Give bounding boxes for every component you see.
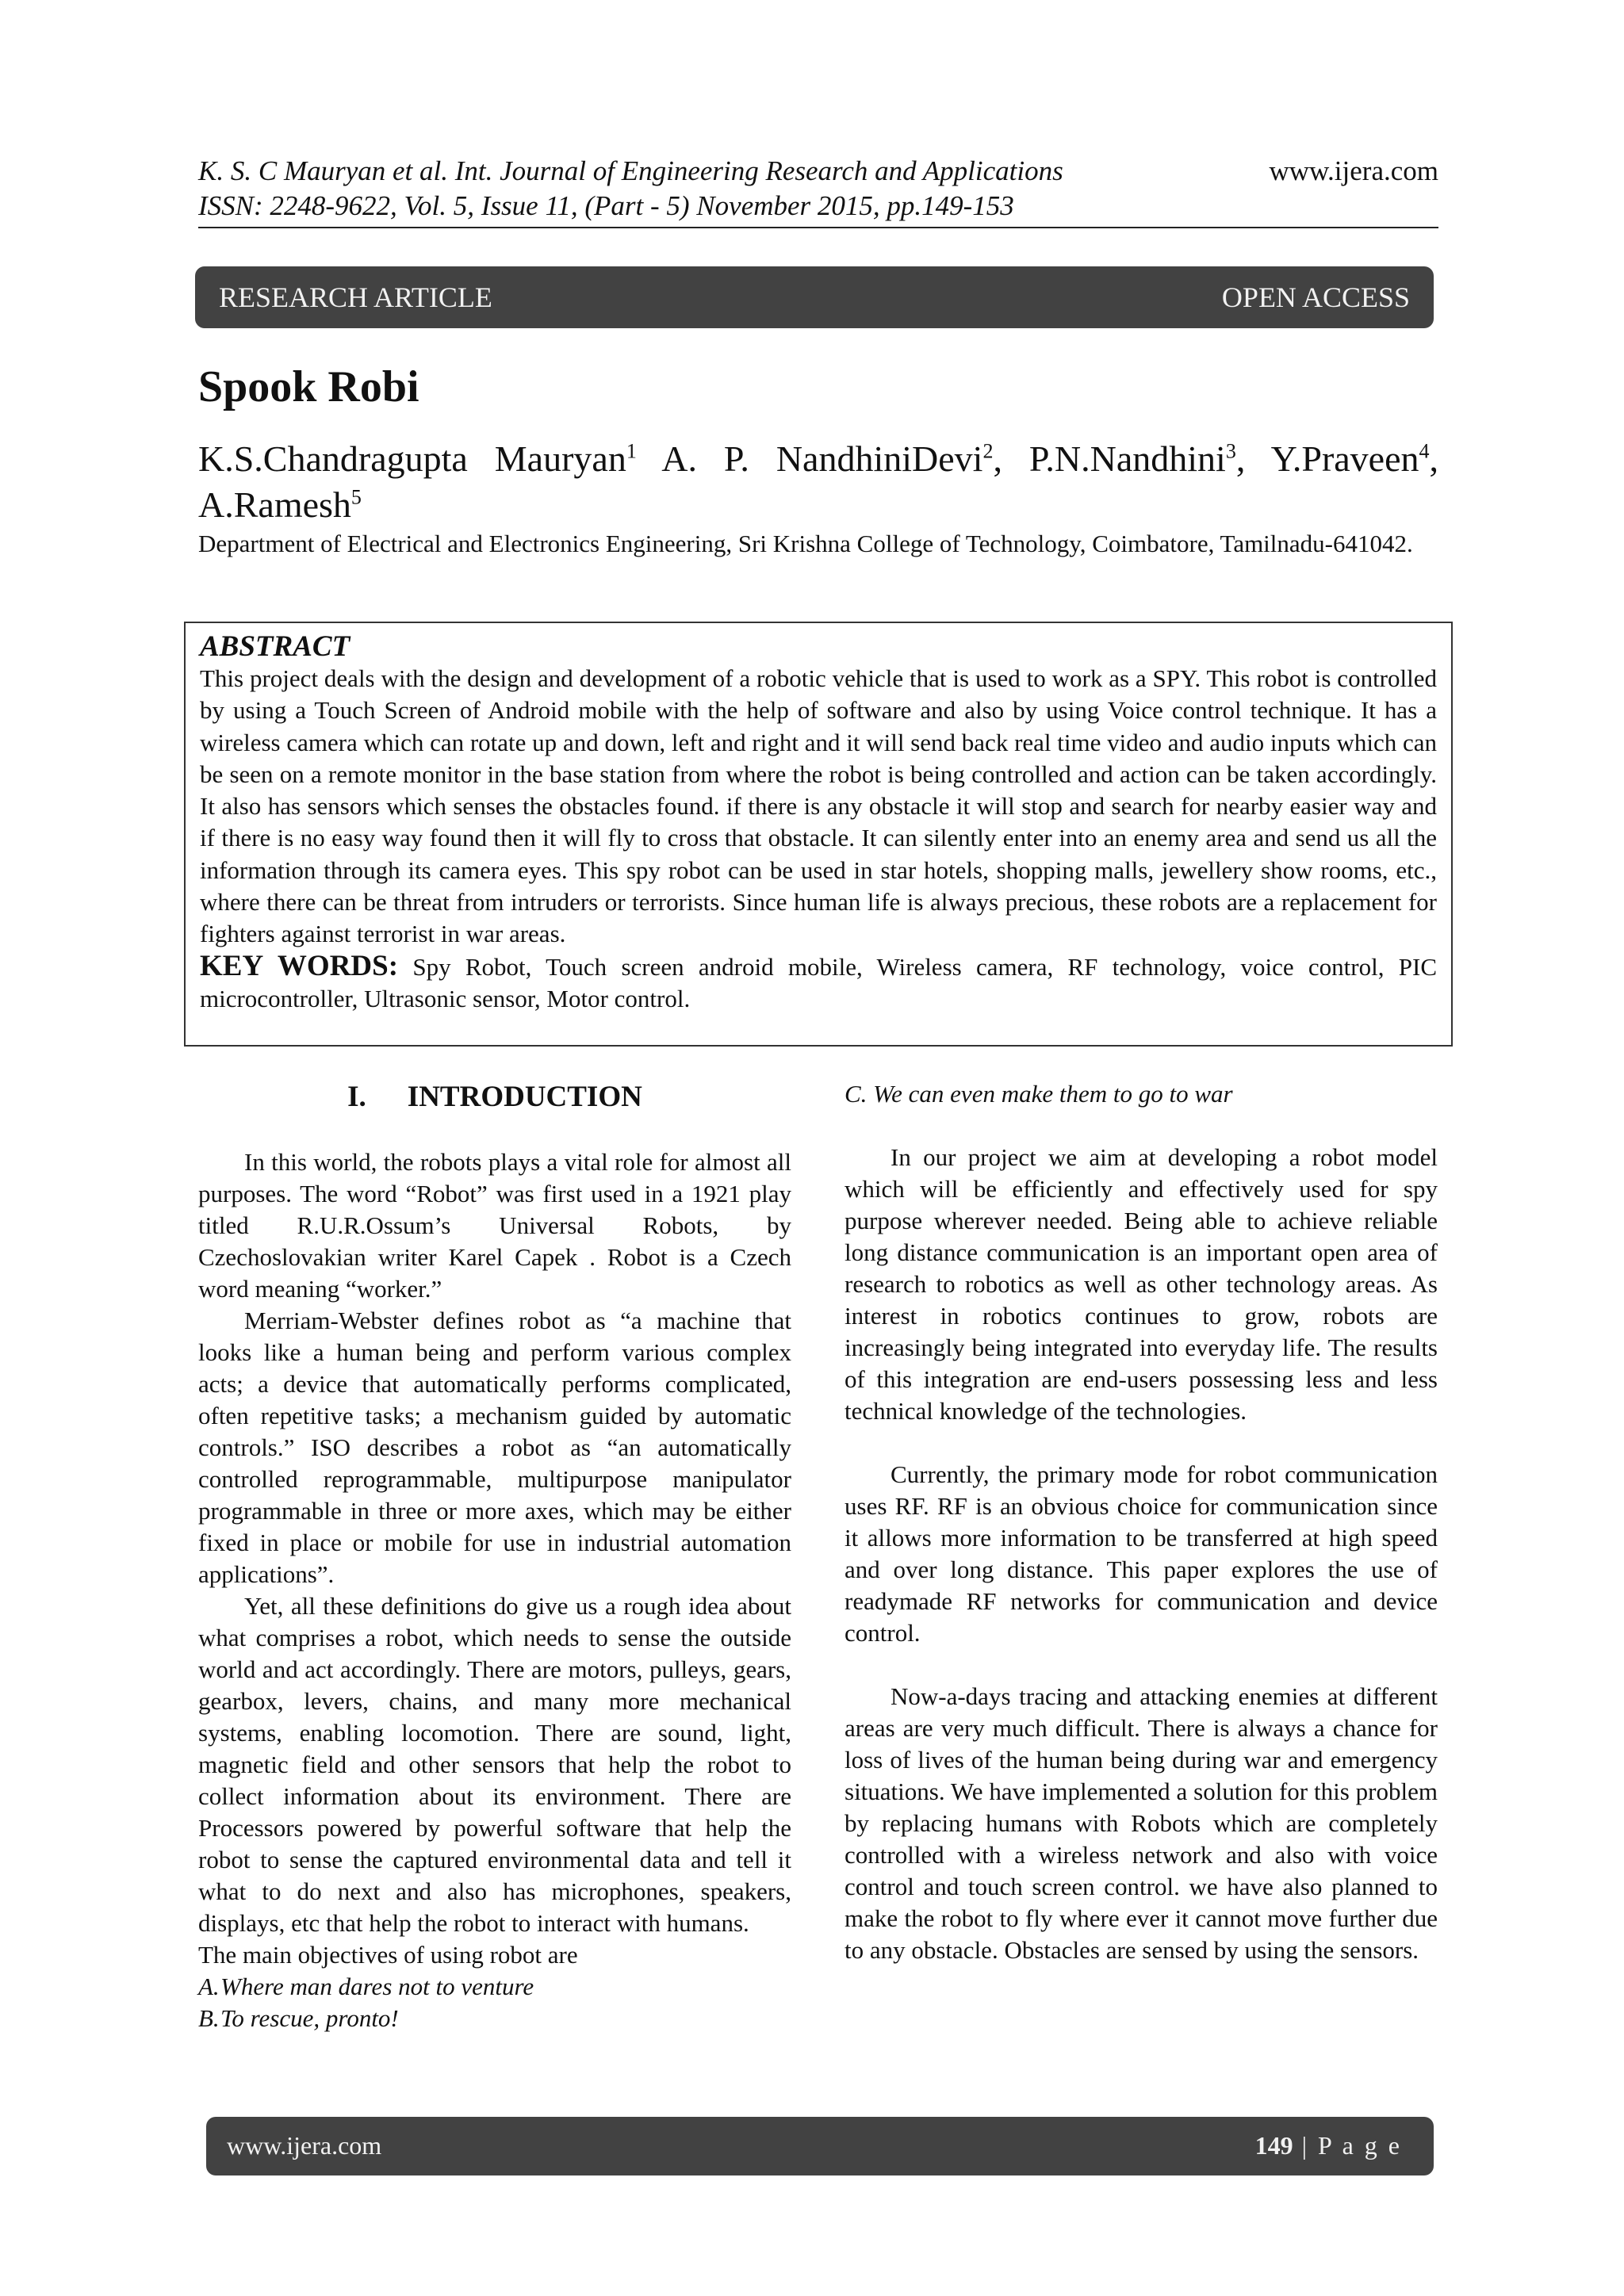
- abstract-text: This project deals with the design and development of a robotic vehicle that is used to work as a SPY. This robot is controlled by using a Touch Screen of Android mobile with the help of software and also by using Voice control technique. It has a wireless camera which can rotate up and down, left and right and it will send back real time video and audio inputs which can be seen on a remote monitor in the base station from where the robot is being controlled and action can be taken accordingly. It also has sensors which senses the obstacles found. if there is any obstacle it will stop and search for nearby easier way and if there is no easy way found then it will fly to cross that obstacle. It can silently enter into an enemy area and send us all the information through its camera eyes. This spy robot can be used in star hotels, shopping malls, jewellery show rooms, etc., where there can be threat from intruders or terrorists. Since human life is always precious, these robots are a replacement for fighters against terrorist in war areas.: [200, 664, 1437, 948]
- objective-marker: A.: [198, 1973, 220, 2000]
- affiliation: Department of Electrical and Electronics Engineering, Sri Krishna College of Technology, Coimbatore, Tamilnadu-641042.: [198, 530, 1413, 557]
- author-name: Y.Praveen: [1270, 438, 1419, 479]
- author-affiliation-mark: 1: [626, 439, 637, 463]
- author-name: K.S.Chandragupta Mauryan: [198, 438, 626, 479]
- page-indicator: [1255, 2131, 1402, 2160]
- journal-line: K. S. C Mauryan et al. Int. Journal of Engineering Research and Applications: [198, 155, 1063, 186]
- right-column: [845, 1078, 1438, 1966]
- author-name: A.Ramesh: [198, 484, 351, 525]
- objective-item-c: C. We can even make them to go to war: [845, 1080, 1233, 1108]
- author-affiliation-mark: 2: [982, 439, 994, 463]
- footer-site-link[interactable]: www.ijera.com: [227, 2131, 382, 2160]
- author-affiliation-mark: 3: [1225, 439, 1236, 463]
- research-article-label: RESEARCH ARTICLE: [219, 281, 492, 313]
- intro-paragraph: Merriam-Webster defines robot as “a machine that looks like a human being and perform various complex acts; a device that automatically performs complicated, often repetitive tasks; a mechanism guided by automatic controls.” ISO describes a robot as “an automatically controlled reprogrammable, multipurpose manipulator programmable in three or more axes, which may be either fixed in place or mobile for use in industrial automation applications”.: [198, 1307, 791, 1588]
- abstract-heading: ABSTRACT: [200, 630, 350, 663]
- keywords-text: Spy Robot, Touch screen android mobile, Wireless camera, RF technology, voice control, PIC microcontroller, Ultrasonic sensor, Motor control.: [200, 952, 1437, 1012]
- keywords: [200, 951, 1437, 1015]
- issn-line: ISSN: 2248-9622, Vol. 5, Issue 11, (Part - 5) November 2015, pp.149-153: [198, 190, 1014, 221]
- abstract-box: [184, 622, 1453, 1047]
- author-list: K.S.Chandragupta Mauryan$^1$ A. P. NandhiniDevi$^2$, P.N.Nandhini$^3$, Y.Praveen$^4$, A.Ramesh$^5$: [198, 438, 1439, 525]
- objective-marker: B.: [198, 2004, 220, 2032]
- page-number: 149: [1254, 2131, 1293, 2160]
- author-affiliation-mark: 5: [350, 485, 362, 509]
- section-heading-introduction: [198, 1078, 791, 1116]
- body-paragraph: In our project we aim at developing a robot model which will be efficiently and effectively used for spy purpose wherever needed. Being able to achieve reliable long distance communication is an important open area of research to robotics as well as other technology areas. As interest in robotics continues to grow, robots are increasingly being integrated into everyday life. The results of this integration are end-users possessing less and less technical knowledge of the technologies.: [845, 1143, 1438, 1425]
- objective-text: Where man dares not to venture: [220, 1973, 534, 2000]
- keywords-label: KEY WORDS:: [200, 949, 399, 982]
- body-paragraph: Currently, the primary mode for robot communication uses RF. RF is an obvious choice for communication since it allows more information to be transferred at high speed and over long distance. This paper explores the use of readymade RF networks for communication and device control.: [845, 1460, 1438, 1647]
- intro-paragraph: In this world, the robots plays a vital role for almost all purposes. The word “Robot” was first used in a 1921 play titled R.U.R.Ossum’s Universal Robots, by Czechoslovakian writer Karel Capek . Robot is a Czech word meaning “worker.”: [198, 1148, 791, 1303]
- objectives-lead: The main objectives of using robot are: [198, 1941, 578, 1969]
- objective-item: [198, 2003, 791, 2034]
- author-name: A. P. NandhiniDevi: [661, 438, 983, 479]
- page-label: | P a g e: [1293, 2131, 1402, 2160]
- author-affiliation-mark: 4: [1419, 439, 1430, 463]
- page-footer: [206, 2117, 1434, 2175]
- running-header: [198, 154, 1438, 224]
- left-column: [198, 1078, 791, 2034]
- author-name: P.N.Nandhini: [1028, 438, 1226, 479]
- body-paragraph: Now-a-days tracing and attacking enemies at different areas are very much difficult. There is always a chance for loss of lives of the human being during war and emergency situations. We have implemented a solution for this problem by replacing humans with Robots which are completely controlled with a wireless network and also with voice control and touch screen control. we have also planned to make the robot to fly where ever it cannot move further due to any obstacle. Obstacles are sensed by using the sensors.: [845, 1682, 1438, 1964]
- objective-text: To rescue, pronto!: [220, 2004, 399, 2032]
- header-site-link[interactable]: www.ijera.com: [1269, 155, 1438, 186]
- section-number: I.: [347, 1081, 366, 1113]
- objective-item: [198, 1971, 791, 2003]
- section-title: INTRODUCTION: [407, 1081, 642, 1113]
- article-type-banner: [195, 266, 1434, 328]
- intro-paragraph: Yet, all these definitions do give us a rough idea about what comprises a robot, which needs to sense the outside world and act accordingly. There are motors, pulleys, gears, gearbox, levers, chains, and many more mechanical systems, enabling locomotion. There are sound, light, magnetic field and other sensors that help the robot to collect information about its environment. There are Processors powered by powerful software that help the robot to sense the captured environmental data and tell it what to do next and also has microphones, speakers, displays, etc that help the robot to interact with humans.: [198, 1592, 791, 1937]
- header-divider: [198, 227, 1438, 228]
- open-access-label: OPEN ACCESS: [1221, 281, 1410, 313]
- paper-title: Spook Robi: [198, 362, 419, 411]
